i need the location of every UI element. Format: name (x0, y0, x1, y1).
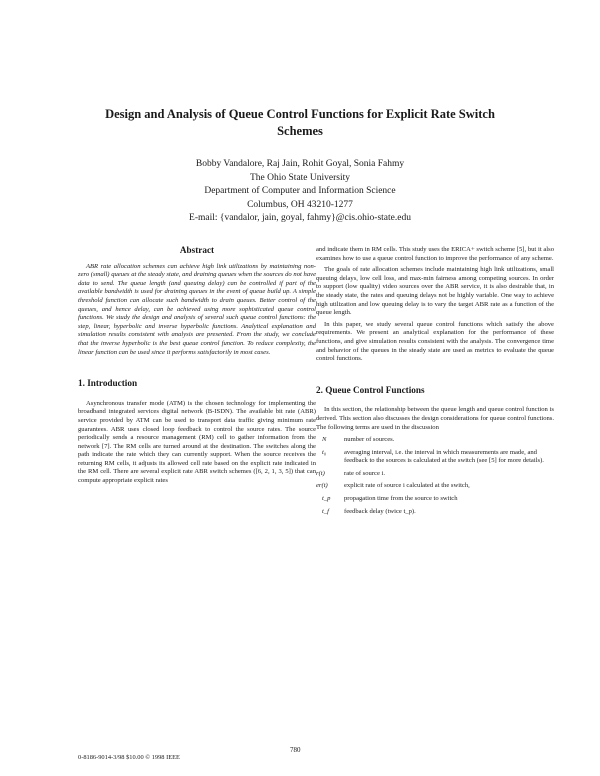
author-block (140, 158, 460, 226)
right-para-2: The goals of rate allocation schemes include maintaining high link utilizations, small queuing delays, low cell loss, and max-min fairness among competing sources. In order to support (low quality) video sources over the ABR service, it is also desirable that, in the steady state, the rates and queuing delays not be highly variable. One way to achieve high utilization and low queuing delay is to vary the target ABR rate as a function of the queue length. (316, 266, 554, 317)
page-number: 780 (290, 746, 301, 754)
section-2-text: In this section, the relationship between the queue length and queue control function is derived. This section also discusses the design considerations for queue control functions. The following terms are used in the discussion (316, 406, 554, 431)
term-symbol: N (322, 436, 327, 444)
term-symbol: t_f (322, 507, 329, 515)
term-item (322, 495, 554, 504)
term-definition: explicit rate of source i calculated at the switch, (344, 482, 470, 490)
author-email: E-mail: {vandalor, jain, goyal, fahmy}@cis.ohio-state.edu (189, 213, 411, 224)
paper-title: Design and Analysis of Queue Control Functions for Explicit Rate Switch Schemes (105, 107, 495, 138)
term-definition: averaging interval, i.e. the interval in which measurements are made, and feedback to the sources is calculated at the switch (see [5] for more details). (344, 448, 544, 465)
term-definition: feedback delay (twice t_p). (344, 507, 416, 515)
right-column (316, 246, 554, 520)
term-item (316, 482, 554, 491)
author-names: Bobby Vandalore, Raj Jain, Rohit Goyal, Sonia Fahmy (195, 159, 405, 169)
abstract-text: ABR rate allocation schemes can achieve high link utilizations by maintaining non-zero (small) queues at the steady state, and draining queues when the sources do not have data to send. The queue length (and queuing delay) can be controlled if part of the available bandwidth is used for draining queues in the event of queue build up. A simple threshold function can allocate such bandwidth to drain queues. Better control of the queues, and hence delay, can be achieved using more sophisticated queue control functions. We study the design and analysis of several such queue control functions: the step, linear, hyperbolic and inverse hyperbolic functions. Analytical explanation and simulation results consistent with analysis are presented. From the study, we conclude that the inverse hyperbolic is the best queue control function. To reduce complexity, the linear function can be used since it performs satisfactorily in most cases. (78, 262, 316, 356)
term-definition: number of sources. (344, 436, 395, 444)
term-list (316, 436, 554, 516)
term-item (322, 449, 554, 466)
term-item (322, 436, 554, 445)
affiliation-university: The Ohio State University (250, 172, 350, 183)
left-column (78, 246, 316, 489)
abstract-heading: Abstract (179, 245, 215, 255)
term-definition: propagation time from the source to switch (344, 495, 458, 503)
copyright-line: 0-8186-9014-3/98 $10.00 © 1998 IEEE (78, 754, 180, 761)
term-item (322, 508, 554, 517)
right-para-3: In this paper, we study several queue control functions which satisfy the above requirements. We present an analytical explanation for the performance of these functions, and give simulation results consistent with the analysis. The convergence time and behavior of the queues in the steady state are used as metrics to evaluate the queue control functions. (316, 320, 554, 363)
term-symbol: t_p (322, 495, 331, 503)
intro-heading: 1. Introduction (78, 378, 138, 389)
term-symbol: r(t) (316, 469, 325, 477)
section-2-heading: 2. Queue Control Functions (316, 384, 425, 395)
affiliation-address: Columbus, OH 43210-1277 (247, 199, 353, 210)
term-symbol: t₀ (322, 448, 327, 456)
affiliation-department: Department of Computer and Information Science (204, 186, 396, 197)
term-definition: rate of source i. (344, 469, 386, 477)
right-para-1: and indicate them in RM cells. This study uses the ERICA+ switch scheme [5], but it also examines how to use a queue control function to improve the performance of any scheme. (316, 246, 554, 262)
intro-text: Asynchronous transfer mode (ATM) is the chosen technology for implementing the broadband integrated services digital network (B-ISDN). The available bit rate (ABR) service provided by ATM can be used to transport data traffic giving minimum rate guarantees. ABR uses closed loop feedback to control the source rates. The source periodically sends a resource management (RM) cell to gather information from the network [7]. The RM cells are turned around at the destination. The switches along the path indicate the rate which they can currently support. When the source receives the returning RM cells, it adjusts its allowed cell rate based on the explicit rate indicated in the RM cell. There are several explicit rate ABR switch schemes ([6, 2, 1, 3, 5]) that can compute appropriate explicit rates (78, 399, 316, 485)
term-item (316, 469, 554, 479)
term-symbol: er(t) (316, 482, 328, 490)
